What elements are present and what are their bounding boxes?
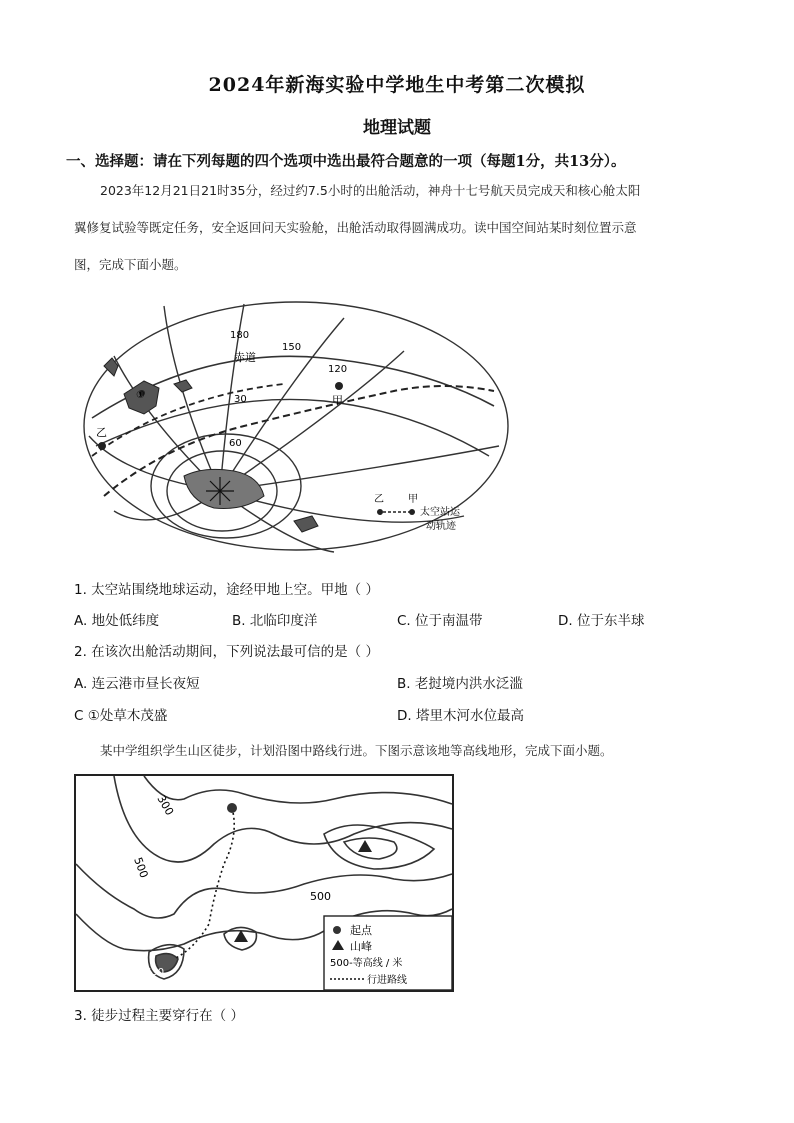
legend-start-label: 起点 bbox=[350, 924, 372, 937]
q1-option-a[interactable]: A. 地处低纬度 bbox=[74, 613, 160, 629]
label-point-1: ① bbox=[136, 390, 145, 401]
legend-jia-dot bbox=[409, 509, 415, 515]
q2-option-d[interactable]: D. 塔里木河水位最高 bbox=[397, 708, 524, 724]
label-lon120: 120 bbox=[328, 364, 348, 375]
label-lon150: 150 bbox=[282, 342, 302, 353]
label-contour-500b: 500 bbox=[310, 890, 331, 903]
point-jia-marker bbox=[335, 382, 343, 390]
legend-label-2: 动轨迹 bbox=[426, 521, 456, 532]
label-yi: 乙 bbox=[96, 426, 107, 439]
pole-marker bbox=[206, 477, 234, 505]
landmass-antarctica bbox=[184, 469, 264, 508]
point-yi-marker bbox=[98, 442, 106, 450]
question-3-stem: 3. 徒步过程主要穿行在（ ） bbox=[74, 1008, 244, 1024]
passage-1 bbox=[74, 172, 724, 283]
start-point-marker bbox=[227, 803, 237, 813]
legend-peak-label: 山峰 bbox=[350, 940, 372, 953]
label-lat30: 30 bbox=[234, 394, 247, 405]
space-station-globe-map bbox=[74, 296, 514, 558]
exam-subtitle: 地理试题 bbox=[363, 118, 431, 138]
landmass-island bbox=[294, 516, 318, 532]
passage-2: 某中学组织学生山区徒步，计划沿图中路线行进。下图示意该地等高线地形，完成下面小题。 bbox=[100, 743, 613, 758]
legend-route-label: 行进路线 bbox=[367, 975, 407, 986]
q2-option-b[interactable]: B. 老挝境内洪水泛滥 bbox=[397, 676, 523, 692]
label-lat60: 60 bbox=[229, 438, 242, 449]
meridian-line bbox=[220, 351, 404, 491]
contour-legend bbox=[324, 916, 452, 990]
latitude-30-line bbox=[96, 399, 489, 456]
landmass-island bbox=[174, 380, 192, 392]
meridian-line bbox=[220, 446, 499, 491]
legend-start-icon bbox=[333, 926, 341, 934]
legend-yi: 乙 bbox=[374, 494, 384, 505]
legend-yi-dot bbox=[377, 509, 383, 515]
contour-map bbox=[74, 774, 454, 992]
passage-1-line-2: 翼修复试验等既定任务，安全返回问天实验舱，出舱活动取得圆满成功。读中国空间站某时刻位置示意 bbox=[74, 220, 637, 235]
label-contour-630: 630 bbox=[145, 967, 165, 978]
label-lon180: 180 bbox=[230, 330, 250, 341]
orbit-path-2 bbox=[92, 384, 284, 456]
label-contour-300: 300 bbox=[154, 793, 177, 818]
q2-option-a[interactable]: A. 连云港市昼长夜短 bbox=[74, 676, 200, 692]
question-1-stem: 1. 太空站围绕地球运动，途经甲地上空。甲地（ ） bbox=[74, 582, 379, 598]
q1-option-c[interactable]: C. 位于南温带 bbox=[397, 613, 483, 629]
passage-1-line-1: 2023年12月21日21时35分，经过约7.5小时的出舱活动，神舟十七号航天员完成天和核心舱太阳 bbox=[100, 183, 641, 198]
section-heading: 一、选择题：请在下列每题的四个选项中选出最符合题意的一项（每题1分，共13分）。 bbox=[66, 153, 626, 170]
legend-label-1: 太空站运 bbox=[420, 507, 460, 518]
label-equator: 赤道 bbox=[234, 351, 256, 364]
q1-option-b[interactable]: B. 北临印度洋 bbox=[232, 613, 318, 629]
question-2-stem: 2. 在该次出舱活动期间，下列说法最可信的是（ ） bbox=[74, 644, 379, 660]
q2-option-c[interactable]: C ①处草木茂盛 bbox=[74, 708, 168, 724]
q1-option-d[interactable]: D. 位于东半球 bbox=[558, 613, 645, 629]
passage-1-line-3: 图，完成下面小题。 bbox=[74, 257, 187, 272]
legend-jia: 甲 bbox=[408, 494, 418, 505]
legend-contour-label: 500-等高线 / 米 bbox=[330, 958, 403, 969]
label-jia: 甲 bbox=[332, 394, 343, 407]
globe-legend bbox=[374, 493, 461, 532]
exam-title: 2024年新海实验中学地生中考第二次模拟 bbox=[208, 74, 586, 96]
label-contour-500a: 500 bbox=[131, 855, 151, 880]
